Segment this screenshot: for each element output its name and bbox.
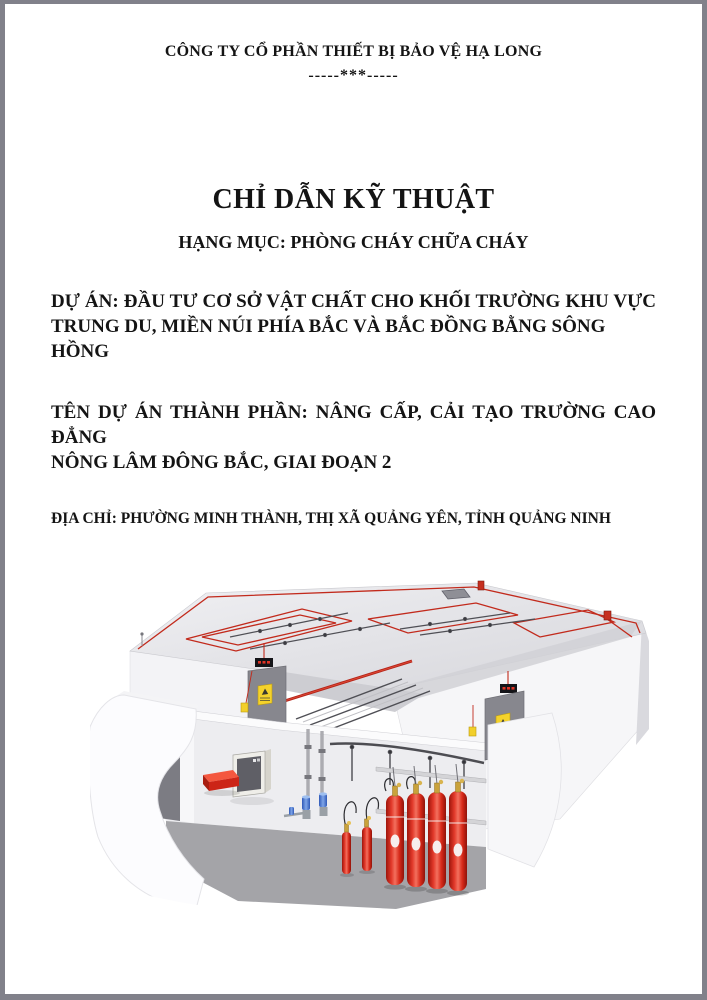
sub-project-paragraph	[51, 400, 656, 475]
call-point-left	[241, 703, 248, 712]
project-paragraph	[51, 289, 656, 364]
address-line: ĐỊA CHỈ: PHƯỜNG MINH THÀNH, THỊ XÃ QUẢNG YÊN, TỈNH QUẢNG NINH	[51, 510, 611, 527]
company-name: CÔNG TY CỔ PHẦN THIẾT BỊ BẢO VỆ HẠ LONG	[164, 43, 543, 60]
project-line-1: DỰ ÁN: ĐẦU TƯ CƠ SỞ VẬT CHẤT CHO KHỐI TRƯỜNG KHU VỰC	[51, 291, 656, 312]
sub-project-line-2: NÔNG LÂM ĐÔNG BẮC, GIAI ĐOẠN 2	[51, 452, 392, 473]
call-point-right	[469, 727, 476, 736]
fire-suppression-illustration	[90, 579, 650, 919]
control-cabinet	[233, 749, 271, 797]
star-divider: -----***-----	[308, 67, 399, 84]
warning-sign-left	[258, 684, 272, 705]
cover-text-block	[5, 43, 702, 528]
fire-suppression-svg	[90, 579, 650, 919]
page-title: CHỈ DẪN KỸ THUẬT	[212, 184, 495, 215]
category-line: HẠNG MỤC: PHÒNG CHÁY CHỮA CHÁY	[178, 232, 529, 252]
sub-project-line-1: TÊN DỰ ÁN THÀNH PHẦN: NÂNG CẤP, CẢI TẠO TRƯỜNG CAO ĐẲNG	[51, 402, 656, 448]
project-line-2: TRUNG DU, MIỀN NÚI PHÍA BẮC VÀ BẮC ĐỒNG BẰNG SÔNG HỒNG	[51, 316, 606, 362]
